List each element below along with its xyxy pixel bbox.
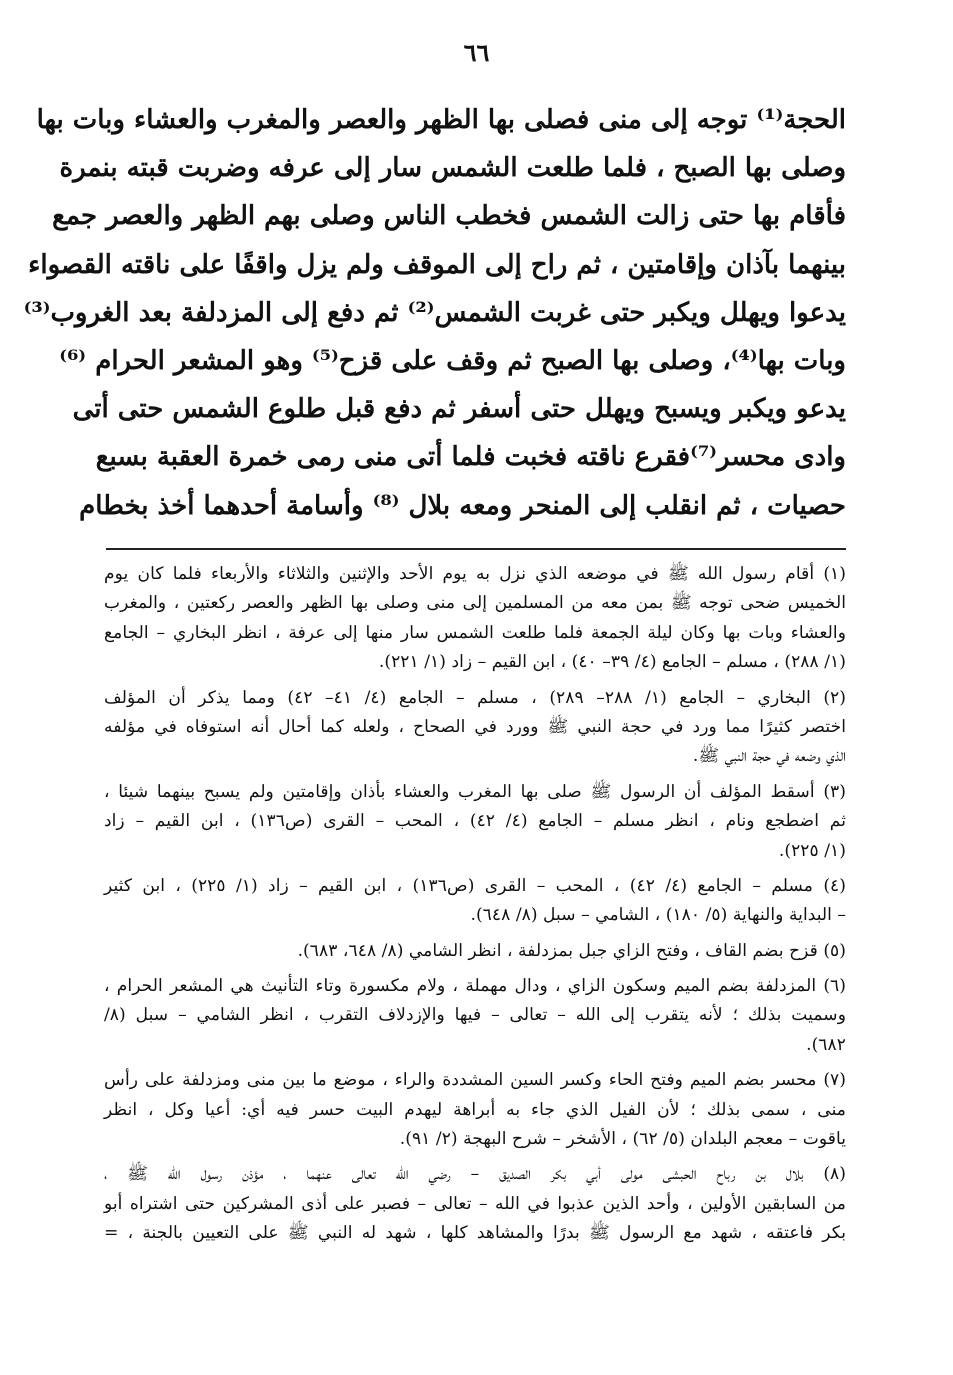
footnote-line: ٦٨٢).	[806, 1034, 846, 1055]
footnote-1	[104, 560, 846, 678]
footnote-line: (٦) المزدلفة بضم الميم وسكون الزاي ، ودال مهملة ، ولام مكسورة وتاء التأنيث هي المشعر الحرام ،	[104, 976, 846, 997]
footnote-line: (١/ ٢٨٨) ، مسلم – الجامع (٤/ ٣٩– ٤٠) ، ابن القيم – زاد (١/ ٢٢١).	[378, 652, 846, 673]
main-text	[23, 96, 846, 530]
footnote-line: (٢) البخاري – الجامع (١/ ٢٨٨– ٢٨٩) ، مسلم – الجامع (٤/ ٤١– ٤٢) ومما يذكر أن المؤلف	[104, 687, 846, 708]
footnote-line: (٣) أسقط المؤلف أن الرسول ﷺ صلى بها المغرب والعشاء بأذان وإقامتين ولم يسبح بينهما شيئا ،	[104, 781, 846, 802]
footnote-line: (٤) مسلم – الجامع (٤/ ٤٢) ، المحب – القرى (ص١٣٦) ، ابن القيم – زاد (١/ ٢٢٥) ، ابن كثير	[104, 875, 846, 896]
main-text-line: الحجة⁽¹⁾ توجه إلى منى فصلى بها الظهر والعصر والمغرب والعشاء وبات بها	[36, 105, 846, 135]
main-text-line: فأقام بها حتى زالت الشمس فخطب الناس وصلى بهم الظهر والعصر جمع	[52, 201, 846, 232]
footnote-line: (١) أقام رسول الله ﷺ في موضعه الذي نزل به يوم الأحد والإثنين والثلاثاء والأربعاء فلما كان يوم	[104, 564, 846, 584]
main-text-line: يدعوا ويهلل ويكبر حتى غربت الشمس⁽²⁾ ثم دفع إلى المزدلفة بعد الغروب⁽³⁾	[23, 297, 846, 328]
footnote-line: (١/ ٢٢٥).	[778, 840, 846, 861]
footnote-8	[104, 1160, 846, 1248]
main-text-line: بينهما بآذان وإقامتين ، ثم راح إلى الموقف ولم يزل واقفًا على ناقته القصواء	[28, 249, 846, 280]
footnote-line: بكر فاعتقه ، شهد مع الرسول ﷺ بدرًا والمشاهد كلها ، شهد له النبي ﷺ على التعيين بالجنة ، =	[104, 1223, 846, 1244]
footnote-line: الخميس ضحى توجه ﷺ بمن معه من المسلمين إلى منى وصلى بها الظهر والعصر ركعتين ، والمغرب	[104, 593, 846, 614]
footnote-6	[104, 972, 846, 1060]
footnote-line: منى ، سمى بذلك ؛ لأن الفيل الذي جاء به أبراهة ليهدم البيت حسر فيه أي: أعيا وكل ، انظر	[104, 1099, 846, 1120]
footnote-line: (٥) قزح بضم القاف ، وفتح الزاي جبل بمزدلفة ، انظر الشامي (٨/ ٦٤٨، ٦٨٣).	[297, 940, 846, 961]
footnote-line: (٨) بلال بن رباح الحبشى مولى أبي بكر الصديق – رضي الله تعالى عنهما ، مؤذن رسول الله ﷺ ،	[104, 1164, 846, 1185]
main-text-line: وبات بها⁽⁴⁾، وصلى بها الصبح ثم وقف على قزح⁽⁵⁾ وهو المشعر الحرام ⁽⁶⁾	[59, 345, 846, 376]
footnote-5	[104, 937, 846, 966]
footnote-line: ياقوت – معجم البلدان (٥/ ٦٢) ، الأشخر – شرح البهجة (٢/ ٩١).	[399, 1129, 846, 1150]
main-text-line: وصلى بها الصبح ، فلما طلعت الشمس سار إلى عرفه وضربت قبته بنمرة	[59, 153, 846, 184]
main-text-line: وادى محسر⁽⁷⁾فقرع ناقته فخبت فلما أتى منى رمى خمرة العقبة بسبع	[95, 442, 846, 473]
footnote-separator	[106, 548, 846, 550]
footnote-2	[104, 684, 846, 772]
footnote-3	[104, 778, 846, 866]
footnote-line: من السابقين الأولين ، وأحد الذين عذبوا في الله – تعالى – فصبر على أذى المشركين حتى اشتراه أبو	[104, 1193, 846, 1214]
main-text-line: يدعو ويكبر ويسبح ويهلل حتى أسفر ثم دفع قبل طلوع الشمس حتى أتى	[72, 394, 846, 425]
main-text-line: حصيات ، ثم انقلب إلى المنحر ومعه بلال ⁽⁸⁾ وأسامة أحدهما أخذ بخطام	[79, 490, 846, 521]
footnote-line: وسميت بذلك ؛ لأنه يتقرب إلى الله – تعالى – فيها والإزدلاف التقرب ، انظر الشامي – سبل (٨/	[104, 1005, 846, 1026]
footnote-line: الذي وضعه في حجة النبي ﷺ.	[692, 746, 846, 767]
footnote-line: ثم اضطجع ونام ، انظر مسلم – الجامع (٤/ ٤٢) ، المحب – القرى (ص١٣٦) ، ابن القيم – زاد	[104, 811, 846, 832]
footnote-line: – البداية والنهاية (٥/ ١٨٠) ، الشامي – سبل (٨/ ٦٤٨).	[470, 905, 846, 926]
footnote-4	[104, 872, 846, 931]
footnote-line: (٧) محسر بضم الميم وفتح الحاء وكسر السين المشددة والراء ، موضع ما بين منى ومزدلفة على رأس	[104, 1070, 846, 1091]
footnote-line: والعشاء وبات بها وكان ليلة الجمعة فلما طلعت الشمس سار منها إلى عرفة ، انظر البخاري – الجامع	[104, 622, 846, 643]
footnote-7	[104, 1066, 846, 1154]
page-number: ٦٦	[463, 38, 490, 67]
footnote-line: اختصر كثيرًا مما ورد في حجة النبي ﷺ وورد في الصحاح ، ولعله كما أحال أنه استوفاه في مؤلفه	[104, 716, 846, 737]
footnotes	[104, 560, 846, 1255]
